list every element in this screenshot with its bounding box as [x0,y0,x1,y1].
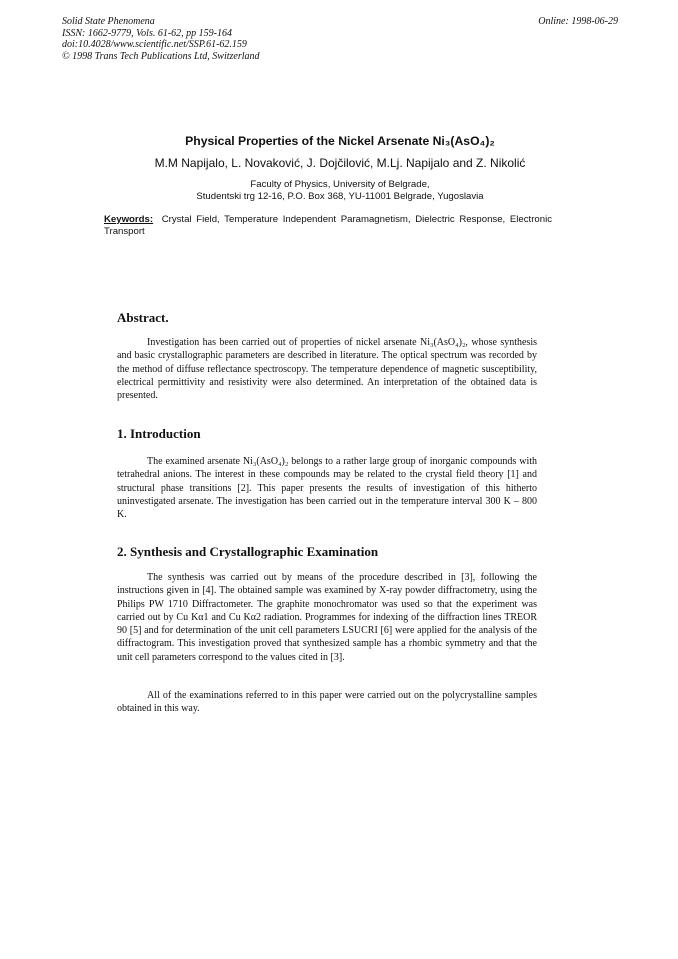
synthesis-paragraph-2 [117,689,537,716]
synthesis-paragraph [117,571,537,664]
keywords-text: Crystal Field, Temperature Independent Paramagnetism, Dielectric Response, Electronic Transport [104,214,552,237]
keywords [104,214,552,237]
synthesis-text-2: All of the examinations referred to in this paper were carried out on the polycrystalline samples obtained in this way. [117,690,537,715]
issn-line: ISSN: 1662-9779, Vols. 61-62, pp 159-164 [62,27,232,39]
abstract-heading: Abstract. [117,310,169,325]
introduction-heading: 1. Introduction [117,426,201,441]
affiliation-line: Studentski trg 12-16, P.O. Box 368, YU-11001 Belgrade, Yugoslavia [196,191,484,202]
synthesis-text: The synthesis was carried out by means of the procedure described in [3], following the instructions given in [4]. The obtained sample was examined by X-ray powder diffractometry, using the Philips PW 1710 Diffractometer. The graphite monochromator was used so that the experiment was carried out by Cu Kα1 and Cu Kα2 radiation. Programmes for indexing of the diffraction lines TREOR 90 [5] and for determination of the unit cell parameters LSUCRI [6] were applied for the analysis of the diffractogram. This investigation proved that synthesized sample has a rhombic symmetry and that the unit cell parameters correspond to the values cited in [3]. [117,572,537,663]
doi-line: doi:10.4028/www.scientific.net/SSP.61-62.159 [62,39,247,51]
journal-header [62,16,618,62]
affiliation-line: Faculty of Physics, University of Belgrade, [250,179,430,190]
journal-name: Solid State Phenomena [62,16,155,27]
synthesis-heading: 2. Synthesis and Crystallographic Examination [117,544,379,559]
copyright-line: © 1998 Trans Tech Publications Ltd, Switzerland [62,50,260,62]
introduction-text: The examined arsenate Ni₃(AsO₄)₂ belongs to a rather large group of inorganic compounds with tetrahedral anions. The interest in these compounds may be related to the crystal field theory [1] and structural phase transitions [2]. This paper presents the results of investigation of this hitherto uninvestigated arsenate. The investigation has been carried out in the temperature interval 300 K – 800 K. [117,456,537,521]
introduction-paragraph [117,455,537,521]
keywords-label: Keywords: [104,214,154,225]
affiliation [62,179,618,203]
online-date: Online: 1998-06-29 [538,16,618,27]
author-list: M.M Napijalo, L. Novaković, J. Dojčilović, M.Lj. Napijalo and Z. Nikolić [154,156,526,170]
paper-title: Physical Properties of the Nickel Arsenate Ni₃(AsO₄)₂ [185,134,495,148]
abstract-paragraph [117,336,537,402]
abstract-text: Investigation has been carried out of properties of nickel arsenate Ni₃(AsO₄)₂, whose synthesis and basic crystallographic parameters are described in literature. The optical spectrum was recorded by the method of diffuse reflectance spectroscopy. The temperature dependence of magnetic susceptibility, electrical permittivity and resistivity were also determined. An interpretation of the obtained data is presented. [117,337,537,402]
